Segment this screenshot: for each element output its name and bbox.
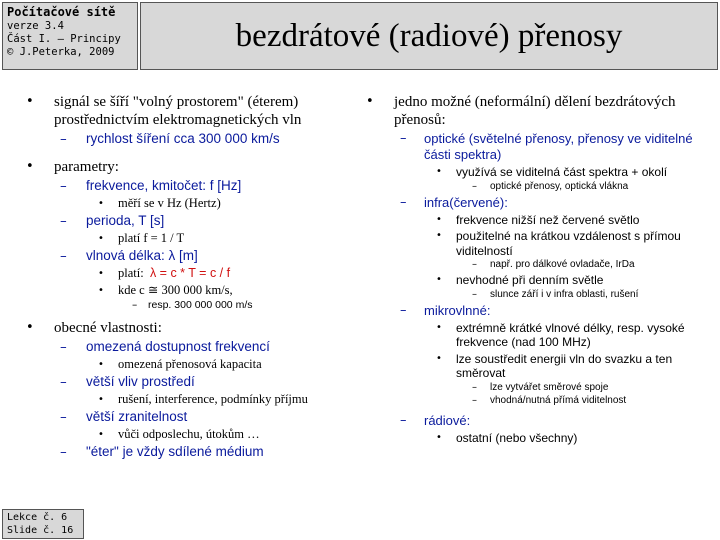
dash-icon: – bbox=[472, 259, 477, 270]
dash-icon: – bbox=[60, 444, 67, 460]
bullet-dot-icon: • bbox=[98, 394, 104, 405]
slide-title: bezdrátové (radiové) přenosy bbox=[140, 2, 718, 70]
sub-wavelength: – vlnová délka: λ [m] bbox=[60, 248, 198, 264]
dash-icon: – bbox=[472, 381, 477, 393]
detail-infrared-examples: – např. pro dálkové ovladače, IrDa bbox=[472, 259, 635, 270]
bullet-dot-icon: • bbox=[98, 198, 104, 209]
dash-icon: – bbox=[60, 339, 67, 355]
dash-icon: – bbox=[132, 299, 138, 311]
bullet-dot-icon: • bbox=[436, 166, 442, 177]
sub-microwave: – mikrovlnné: bbox=[400, 302, 491, 318]
detail-light-speed: • kde c ≅ 300 000 km/s, bbox=[98, 283, 233, 297]
detail-infrared-daylight: • nevhodné při denním světle bbox=[436, 273, 604, 287]
course-name: Počítačové sítě bbox=[7, 5, 116, 19]
bullet-dot-icon: • bbox=[26, 159, 34, 174]
detail-light-speed-meters: – resp. 300 000 000 m/s bbox=[132, 299, 253, 311]
sub-radio: – rádiové: bbox=[400, 412, 471, 428]
bullet-dot-icon: • bbox=[98, 285, 104, 296]
detail-wavelength-formula: • platí: λ = c * T = c / f bbox=[98, 266, 231, 280]
dash-icon: – bbox=[472, 288, 477, 300]
bullet-dot-icon: • bbox=[436, 352, 442, 364]
dash-icon: – bbox=[60, 131, 67, 147]
sub-environment: – větší vliv prostředí bbox=[60, 374, 195, 390]
bullet-dot-icon: • bbox=[26, 94, 34, 109]
bullet-dot-icon: • bbox=[98, 359, 104, 370]
bullet-dot-icon: • bbox=[98, 233, 104, 244]
bullet-dot-icon: • bbox=[366, 94, 374, 109]
sub-speed: – rychlost šíření cca 300 000 km/s bbox=[60, 131, 280, 147]
course-info-box bbox=[2, 2, 138, 70]
sub-infrared: – infra(červené): bbox=[400, 194, 508, 210]
right-column bbox=[366, 90, 718, 445]
left-column bbox=[26, 90, 360, 460]
bullet-dot-icon: • bbox=[98, 268, 104, 279]
sub-optical: – optické (světelné přenosy, přenosy ve viditelné části spektra) bbox=[400, 131, 693, 162]
copyright-label: © J.Peterka, 2009 bbox=[7, 46, 115, 58]
dash-icon: – bbox=[60, 213, 67, 229]
detail-infrared-sun: – slunce září i v infra oblasti, rušení bbox=[472, 288, 639, 300]
detail-interference: • rušení, interference, podmínky příjmu bbox=[98, 392, 308, 406]
detail-optical: • využívá se viditelná část spektra + okolí bbox=[436, 165, 668, 179]
detail-radio: • ostatní (nebo všechny) bbox=[436, 430, 578, 445]
lecture-number: Lekce č. 6 bbox=[7, 512, 68, 523]
bullet-division: • jedno možné (neformální) dělení bezdrátových přenosů: bbox=[366, 94, 676, 128]
dash-icon: – bbox=[400, 131, 407, 146]
detail-optical-examples: – optické přenosy, optická vlákna bbox=[472, 180, 629, 192]
detail-period: • platí f = 1 / T bbox=[98, 231, 185, 245]
dash-icon: – bbox=[400, 194, 407, 210]
sub-period: – perioda, T [s] bbox=[60, 213, 165, 229]
bullet-dot-icon: • bbox=[98, 429, 104, 440]
wavelength-formula: λ = c * T = c / f bbox=[149, 266, 231, 280]
bullet-parameters: • parametry: bbox=[26, 159, 119, 175]
detail-eavesdropping: • vůči odposlechu, útokům … bbox=[98, 427, 260, 441]
sub-frequency: – frekvence, kmitočet: f [Hz] bbox=[60, 178, 242, 194]
sub-limited-frequencies: – omezená dostupnost frekvencí bbox=[60, 339, 270, 355]
bullet-dot-icon: • bbox=[436, 230, 442, 241]
detail-frequency: • měří se v Hz (Hertz) bbox=[98, 196, 221, 210]
bullet-signal: • signál se šíří "volný prostorem" (éterem) prostřednictvím elektromagnetických vln bbox=[26, 94, 302, 128]
bullet-dot-icon: • bbox=[436, 274, 442, 285]
detail-limited-capacity: • omezená přenosová kapacita bbox=[98, 357, 262, 371]
dash-icon: – bbox=[60, 409, 67, 425]
bullet-dot-icon: • bbox=[436, 431, 442, 443]
detail-infrared-frequency: • frekvence nižší než červené světlo bbox=[436, 212, 640, 227]
dash-icon: – bbox=[60, 248, 67, 264]
slide-number: Slide č. 16 bbox=[7, 525, 74, 536]
slide-footer bbox=[2, 509, 84, 539]
detail-microwave-visibility: – vhodná/nutná přímá viditelnost bbox=[472, 394, 627, 406]
dash-icon: – bbox=[400, 302, 407, 318]
detail-microwave-wavelength: • extrémně krátké vlnové délky, resp. vysoké frekvence (nad 100 MHz) bbox=[436, 320, 685, 349]
sub-shared-medium: – "éter" je vždy sdílené médium bbox=[60, 444, 264, 460]
detail-microwave-beam: • lze soustředit energii vln do svazku a ten směrovat bbox=[436, 351, 673, 380]
part-label: Část I. – Principy bbox=[7, 33, 121, 45]
bullet-general-properties: • obecné vlastnosti: bbox=[26, 320, 162, 336]
version-label: verze 3.4 bbox=[7, 20, 64, 32]
dash-icon: – bbox=[60, 374, 67, 390]
dash-icon: – bbox=[472, 394, 477, 406]
dash-icon: – bbox=[400, 412, 407, 428]
detail-infrared-range: • použitelné na krátkou vzdálenost s přímou viditelností bbox=[436, 229, 681, 258]
dash-icon: – bbox=[472, 180, 477, 192]
detail-microwave-directional: – lze vytvářet směrové spoje bbox=[472, 381, 609, 393]
sub-vulnerability: – větší zranitelnost bbox=[60, 409, 188, 425]
bullet-dot-icon: • bbox=[436, 321, 442, 333]
bullet-dot-icon: • bbox=[436, 213, 442, 225]
bullet-dot-icon: • bbox=[26, 320, 34, 335]
dash-icon: – bbox=[60, 178, 67, 194]
